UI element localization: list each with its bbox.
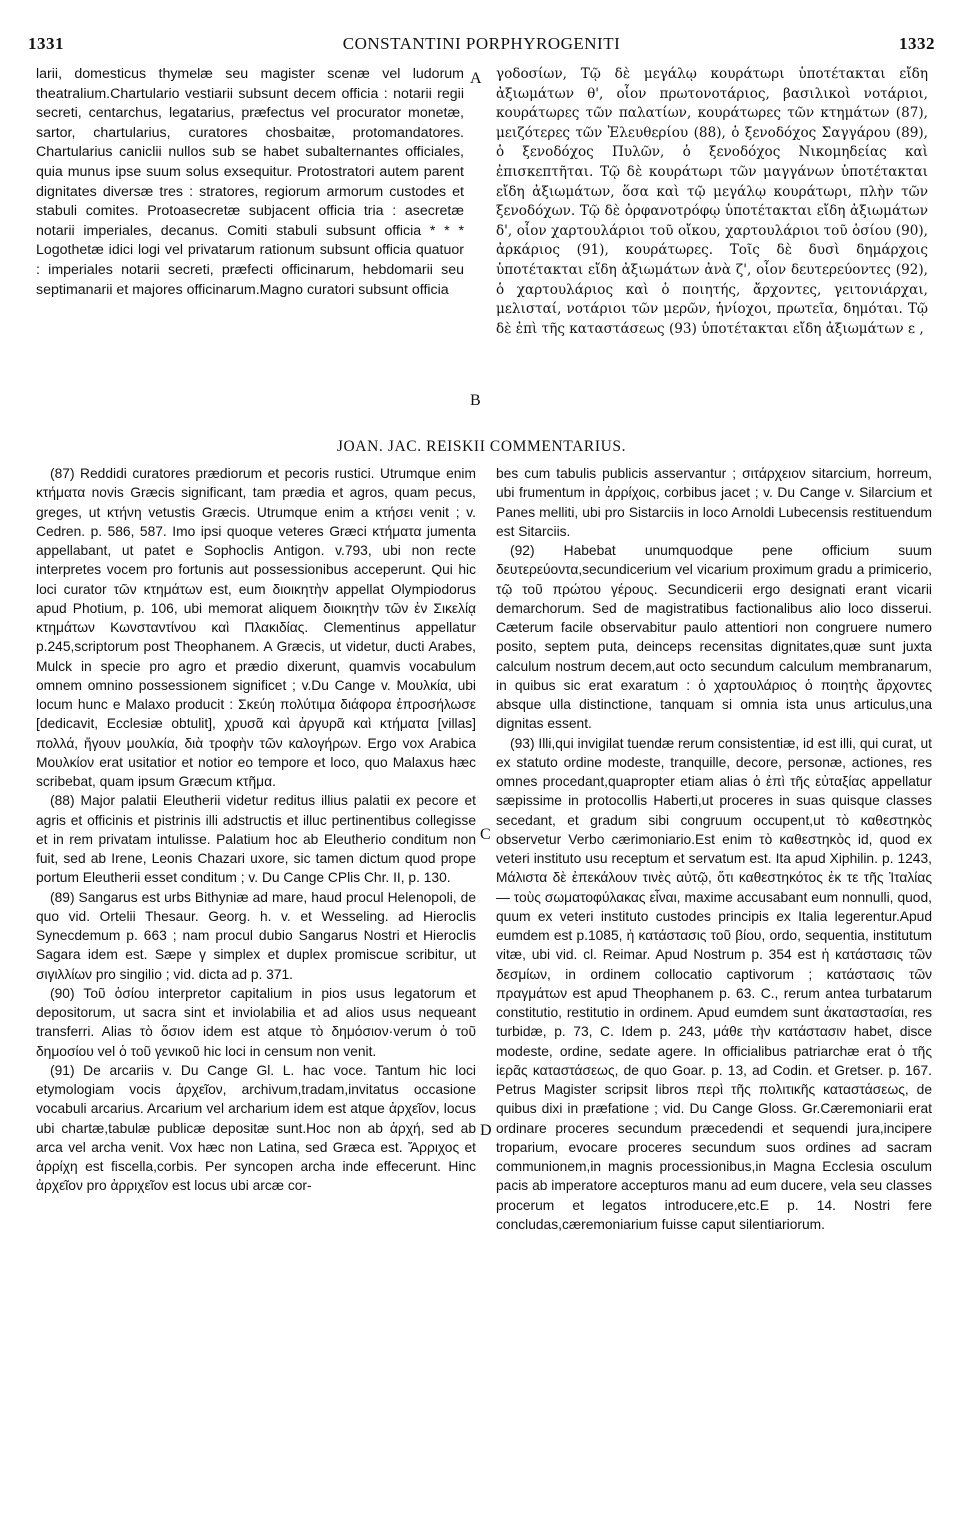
margin-marker-d: D xyxy=(480,1122,492,1139)
note-88: (88) Major palatii Eleutherii videtur reditus illius palatii ex pecore et agris et officinis et pistrinis illi adstructis et illuc pertinentibus collegisse et in rem privatam intulisse. Palatium hoc ab Eleutherio conditum non fuit, sed ab Irene, Leonis Chazari uxore, sic tamen dictum quod prope portum Eleutherii esset conditum ; v. Du Cange CPlis Chr. II, p. 130. xyxy=(36,793,476,886)
running-title: CONSTANTINI PORPHYROGENITI xyxy=(342,34,621,53)
commentary-right-column xyxy=(496,464,932,1520)
commentary-left-column xyxy=(36,464,476,1520)
note-89: (89) Sangarus est urbs Bithyniæ ad mare, haud procul Helenopoli, de quo vid. Ortelii Thesaur. Georg. h. v. et Wesseling. ad Hieroclis Synecdemum p. 663 ; nam procul dubio Sangarus Nostri et Hieroclis Sagara idem est. Sæpe γ simplex et duplex promiscue scribitur, ut σιγιλλίων pro singilio ; vid. dicta ad p. 371. xyxy=(36,889,476,982)
margin-marker-a: A xyxy=(470,70,482,87)
greek-text-column: γοδοσίων, Τῷ δὲ μεγάλῳ κουράτωρι ὑποτέτακται εἴδη ἀξιωμάτων θ', οἷον πρωτονοτάριος, βασιλικοὶ νοτάριοι, κουράτωρες τῶν παλατίων, κουράτωρες τῶν κτημάτων (87), μειζότερες τῶν Ἐλευθερίου (88), ὁ ξενοδόχος Σαγγάρου (89), ὁ ξενοδόχος Πυλῶν, ὁ ξενοδόχος Νικομηδείας καὶ ἐπισκεπτῆται. Τῷ δὲ κουράτωρι τῶν μαγγάνων ὑποτέτακται εἴδη ἀξιωμάτων, ὅσα καὶ τῷ μεγάλῳ κουράτωρι, πλὴν τῶν ξενοδόχων. Τῷ δὲ ὀρφανοτρόφῳ ὑποτέτακται εἴδη ἀξιωμάτων δ', οἷον χαρτουλάριοι τοῦ οἴκου, χαρτουλάριοι τοῦ ὁσίου (90), ἀρκάριος (91), κουράτωρες. Τοῖς δὲ δυσὶ δημάρχοις ὑποτέτακται εἴδη ἀξιωμάτων ἀνὰ ζ', οἷον δευτερεύοντες (92), ὁ χαρτουλάριος καὶ ὁ ποιητής, ἄρχοντες, γειτονιάρχαι, μελισταί, νοτάριοι τῶν μερῶν, ἡνίοχοι, πρωτεῖα, δημόται. Τῷ δὲ ἐπὶ τῆς καταστάσεως (93) ὑποτέτακται εἴδη ἀξιωμάτων ε , xyxy=(496,66,928,337)
note-91: (91) De arcariis v. Du Cange Gl. L. hac voce. Tantum hic loci etymologiam vocis ἀρχεῖον, archivum,tradam,invitatus occasione vocabuli arcarius. Arcarium vel archarium idem est atque ἀρχεῖον, locus ubi chartæ,tabulæ publicæ depositæ sunt.Hoc non ab ἀρχή, sed ab arca vel archa venit. Vox hæc non Latina, sed Græca est. Ἄρριχος et ἀρρίχη est fiscella,corbis. Per syncopen archa inde effecerunt. Hinc ἀρχεῖον pro ἀρριχεῖον est locus ubi arcæ cor- xyxy=(36,1062,476,1194)
note-93: (93) Illi,qui invigilat tuendæ rerum consistentiæ, id est illi, qui curat, ut ex statuto ordine modeste, tranquille, decore, personæ, actiones, res omnes procedant,quapropter etiam alias ὁ ἐπὶ τῆς εὐταξίας appellatur sæpissime in protocollis Haberti,ut proceres in suas quisque classes secedant, et gradum sibi congruum occupent,ut τὸ καθεστηκὸς observetur Verbo cærimoniario.Est enim τὸ καθεστηκὸς id, quod ex veteri instituto usu receptum et servatum est. Ita apud Xiphilin. p. 1243, Μάλιστα δὲ ἐπεκάλουν τινὲς αὐτῷ, ὅτι καθεστηκότος ἐκ τε τῆς Ἰταλίας — τοὺς σωματοφύλακας εἶναι, maxime accusabant eum nonnulli, quod, quum ex veteri instituto custodes principis ex Italia legerentur.Apud eumdem est p.1085, ἡ κατάστασις τοῦ βίου, ordo, sequentia, institutum vitæ, ubi vid. cl. Reimar. Apud Nostrum p. 354 est ἡ κατάστασις τῶν δεσμίων, in ordinem collocatio captivorum ; κατάστασις τῶν πραγμάτων est apud Theophanem p. 63. C., rerum antea turbatarum constitutio, restitutio in ordinem. Apud eumdem sunt ἀκαταστασίαι, res turbidæ, p. 73, C. Idem p. 243, μάθε τὴν κατάστασιν habet, disce modeste, ordine, sedate agere. In officialibus patriarchæ erat ὁ τῆς ἱερᾶς καταστάσεως, de quo Goar. p. 13, ad Codin. et Gretser. p. 167. Petrus Magister scripsit libros περὶ τῆς πολιτικῆς καταστάσεως, de quibus dixi in præfatione ; vid. Du Cange Gloss. Gr.Cæremoniarii erat ordinare proceres secundum præcedendi et sequendi jura,incipere troparium, evocare proceres secundum suos ordines ad sacram communionem,in magnis processionibus,in Magna Ecclesia osculum pacis ab imperatore accepturos manu ad eum ducere, vela seu classes procerum et legatos introducere,etc.E p. 14. Nostri fere concludas,cæremoniarium fuisse caput silentiariorum. xyxy=(496,735,932,1232)
right-page-number: 1332 xyxy=(899,34,935,53)
note-90: (90) Τοῦ ὁσίου interpretor capitalium in pios usus legatorum et depositorum, ut sacra sint et inviolabilia et ad alios usus nequeant transferri. Alias τὸ ὅσιον idem est atque τὸ δημόσιον·verum ὁ τοῦ δημοσίου vel ὁ τοῦ γενικοῦ hic loci in censum non venit. xyxy=(36,985,476,1059)
note-92: (92) Habebat unumquodque pene officium suum δευτερεύοντα,secundicerium vel vicarium proximum gradu a primicerio, τῷ τοῦ πρώτου γέρους. Secundicerii ergo designati erant vicarii demarchorum. Sed de magistratibus factionalibus alio loco disserui. Cæterum facile observabitur paulo attentiori non congruere numero posito, septem puta, deinceps recensitas dignitates,quæ sunt juxta calculum nostrum decem,aut octo secundum calculum membranarum, in quibus sic erat exaratum : ὁ χαρτουλάριος ὁ ποιητὴς ἄρχοντες absque ulla distinctione, tanquam si omnia ista unus articulus,una dignitas essent. xyxy=(496,543,932,732)
running-header xyxy=(28,34,935,60)
latin-translation-column: larii, domesticus thymelæ seu magister scenæ vel ludorum theatralium.Chartulario vestiarii subsunt decem officia : notarii regii secreti, centarchus, legatarius, præfectus vel procurator monetæ, sartor, chartularius, curatores chosbaitæ, protomandatores. Chartularius caniclii nullos sub se habet subalternantes officiales, quia munus ipse suum solus exsequitur. Protostratori autem parent dignitates diversæ tres : stratores, regiorum armorum custodes et stabuli comites. Protoasecretæ subjacent officia tria : asecretæ notarii imperiales, decanus. Comiti stabuli subsunt officia * * * Logothetæ idici logi vel privatarum rationum subsunt officia quatuor : imperiales notarii secreti, præfecti officinarum, hebdomarii seu septimanarii et majores officinarum.Magno curatori subsunt officia xyxy=(36,66,464,298)
note-91-continued: bes cum tabulis publicis asservantur ; σιτάρχειον sitarcium, horreum, ubi frumentum in ἀρρίχοις, corbibus jacet ; v. Du Cange v. Silarcium et Panes melliti, ubi pro Sistarciis in loco Arnoldi Lubecensis restituendum est Sitarciis. xyxy=(496,466,932,539)
note-87: (87) Reddidi curatores prædiorum et pecoris rustici. Utrumque enim κτήματα novis Græcis significant, tam prædia et agros, quam pecus, greges, ut κτήνη vetustis Græcis. Utrumque enim a κτήσει venit ; v. Cedren. p. 586, 587. Imo ipsi quoque veteres Græci κτήματα jumenta appellabant, ut patet e Sophoclis Antigon. v.793, ubi non recte interpretes vocem pro fortunis aut possessionibus acceperunt. Qui hic loci curator τῶν κτημάτων est, eum διοικητὴν appellat Olympiodorus apud Photium, p. 106, ubi memorat aliquem διοικητὴν τῶν ἐν Σικελίᾳ κτημάτων Κωνσταντίνου καὶ Πλακιδίας. Clementinus appellatur p.245,scriptorum post Theophanem. A Græcis, ut videtur, ducti Arabes, Mulck in specie pro agro et prædio dixerunt, quamvis vocabulum omnem omnino possessionem significet ; v.Du Cange v. Μουλκία, ubi locum hunc e Malaxo producit : Σκεύη πολύτιμα διάφορα ἐπροσήλωσε [dedicavit, Ecclesiæ obtulit], χρυσᾶ καὶ ἀργυρᾶ καὶ κτήματα [villas] πολλά, ἤγουν μουλκία, διὰ τροφὴν τῶν καλογήρων. Ergo vox Arabica Μουλκίον erat usitatior et notior eo tempore et loco, quo Malaxus hæc scribebat, quam ipsum Græcum κτῆμα. xyxy=(36,466,476,789)
margin-marker-b: B xyxy=(470,392,481,409)
margin-marker-c: C xyxy=(480,826,491,843)
left-page-number: 1331 xyxy=(28,34,64,53)
commentary-title: JOAN. JAC. REISKII COMMENTARIUS. xyxy=(336,438,627,455)
